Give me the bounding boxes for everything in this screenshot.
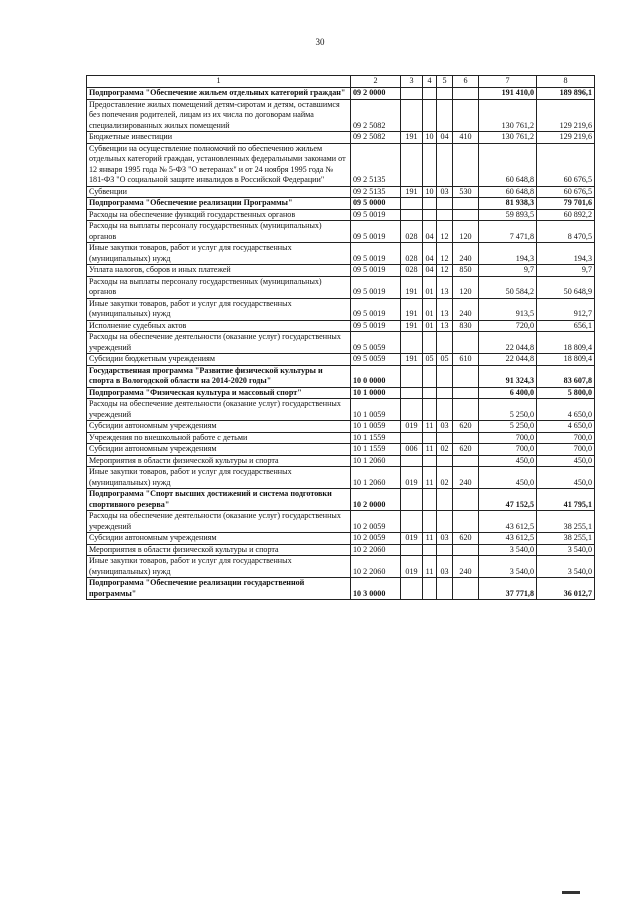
admin-code-cell: 191 [401,320,423,332]
section-cell [423,143,437,186]
subsection-cell [437,399,453,421]
expense-type-cell [453,544,479,556]
amount-2016-cell: 60 676,5 [537,186,595,198]
expense-type-cell [453,332,479,354]
admin-code-cell [401,99,423,132]
expense-type-cell: 620 [453,421,479,433]
subsection-cell [437,209,453,221]
amount-2016-cell: 3 540,0 [537,544,595,556]
code-cell: 09 5 0000 [351,198,401,210]
section-cell [423,399,437,421]
code-cell: 09 2 0000 [351,88,401,100]
code-cell: 09 2 5082 [351,132,401,144]
subsection-cell: 12 [437,243,453,265]
code-cell: 10 2 0059 [351,511,401,533]
amount-2016-cell: 38 255,1 [537,511,595,533]
subsection-cell [437,88,453,100]
amount-2016-cell: 912,7 [537,298,595,320]
amount-2016-cell: 450,0 [537,467,595,489]
subsection-cell [437,432,453,444]
expense-type-cell [453,387,479,399]
admin-code-cell [401,455,423,467]
row-name-cell: Субвенции на осуществление полномочий по обеспечению жильем отдельных категорий граждан, установленных федеральными законами от 12 января 1995 года № 5-ФЗ "О ветеранах" и от 24 ноября 1995 года № 181-ФЗ "О социальной защите инвалидов в Российской Федерации" [87,143,351,186]
amount-2015-cell: 43 612,5 [479,511,537,533]
amount-2016-cell: 60 676,5 [537,143,595,186]
row-name-cell: Мероприятия в области физической культуры и спорта [87,544,351,556]
table-row [87,332,595,354]
code-cell: 10 0 0000 [351,365,401,387]
row-name-cell: Расходы на обеспечение деятельности (оказание услуг) государственных учреждений [87,511,351,533]
admin-code-cell [401,399,423,421]
amount-2015-cell: 59 893,5 [479,209,537,221]
column-header: 8 [537,76,595,88]
expense-type-cell [453,578,479,600]
table-row [87,243,595,265]
code-cell: 09 5 0019 [351,265,401,277]
row-name-cell: Подпрограмма "Физическая культура и массовый спорт" [87,387,351,399]
code-cell: 10 1 0059 [351,421,401,433]
amount-2015-cell: 81 938,3 [479,198,537,210]
row-name-cell: Расходы на обеспечение деятельности (оказание услуг) государственных учреждений [87,332,351,354]
section-cell: 10 [423,132,437,144]
row-name-cell: Расходы на обеспечение функций государственных органов [87,209,351,221]
table-row [87,544,595,556]
code-cell: 10 3 0000 [351,578,401,600]
page-number: 30 [315,37,325,47]
expense-type-cell [453,88,479,100]
section-cell [423,544,437,556]
expense-type-cell: 620 [453,533,479,545]
expense-type-cell: 610 [453,354,479,366]
subsection-cell: 13 [437,276,453,298]
amount-2016-cell: 36 012,7 [537,578,595,600]
section-cell: 04 [423,221,437,243]
amount-2015-cell: 60 648,8 [479,143,537,186]
table-row [87,511,595,533]
subsection-cell: 03 [437,186,453,198]
code-cell: 09 5 0019 [351,320,401,332]
row-name-cell: Расходы на обеспечение деятельности (оказание услуг) государственных учреждений [87,399,351,421]
expense-type-cell [453,489,479,511]
table-row [87,444,595,456]
row-name-cell: Иные закупки товаров, работ и услуг для государственных (муниципальных) нужд [87,556,351,578]
subsection-cell [437,511,453,533]
admin-code-cell: 191 [401,354,423,366]
row-name-cell: Субсидии бюджетным учреждениям [87,354,351,366]
subsection-cell [437,455,453,467]
expense-type-cell: 240 [453,298,479,320]
table-row [87,365,595,387]
admin-code-cell [401,578,423,600]
column-header: 3 [401,76,423,88]
amount-2016-cell: 5 800,0 [537,387,595,399]
expense-type-cell [453,432,479,444]
section-cell: 01 [423,276,437,298]
amount-2016-cell: 129 219,6 [537,132,595,144]
table-row [87,209,595,221]
row-name-cell: Государственная программа "Развитие физической культуры и спорта в Вологодской области на 2014-2020 годы" [87,365,351,387]
code-cell: 09 2 5135 [351,143,401,186]
section-cell [423,455,437,467]
code-cell: 09 5 0059 [351,354,401,366]
table-row [87,88,595,100]
subsection-cell [437,365,453,387]
code-cell: 10 2 0059 [351,533,401,545]
admin-code-cell: 019 [401,533,423,545]
amount-2015-cell: 22 044,8 [479,332,537,354]
admin-code-cell: 028 [401,221,423,243]
expense-type-cell: 120 [453,221,479,243]
admin-code-cell: 191 [401,132,423,144]
amount-2016-cell: 38 255,1 [537,533,595,545]
row-name-cell: Субсидии автономным учреждениям [87,444,351,456]
admin-code-cell [401,88,423,100]
subsection-cell [437,99,453,132]
admin-code-cell [401,198,423,210]
row-name-cell: Иные закупки товаров, работ и услуг для государственных (муниципальных) нужд [87,243,351,265]
subsection-cell: 02 [437,444,453,456]
section-cell: 11 [423,444,437,456]
amount-2015-cell: 3 540,0 [479,556,537,578]
row-name-cell: Иные закупки товаров, работ и услуг для государственных (муниципальных) нужд [87,467,351,489]
column-header: 4 [423,76,437,88]
subsection-cell: 13 [437,298,453,320]
amount-2016-cell: 83 607,8 [537,365,595,387]
amount-2015-cell: 450,0 [479,467,537,489]
table-row [87,99,595,132]
code-cell: 10 1 1559 [351,432,401,444]
amount-2015-cell: 700,0 [479,444,537,456]
section-cell [423,332,437,354]
table-row [87,186,595,198]
section-cell [423,489,437,511]
code-cell: 09 5 0019 [351,276,401,298]
amount-2015-cell: 5 250,0 [479,399,537,421]
amount-2016-cell: 189 896,1 [537,88,595,100]
section-cell [423,578,437,600]
amount-2015-cell: 9,7 [479,265,537,277]
amount-2015-cell: 130 761,2 [479,99,537,132]
code-cell: 09 5 0019 [351,221,401,243]
amount-2015-cell: 3 540,0 [479,544,537,556]
expense-type-cell: 530 [453,186,479,198]
row-name-cell: Иные закупки товаров, работ и услуг для государственных (муниципальных) нужд [87,298,351,320]
row-name-cell: Подпрограмма "Обеспечение реализации Программы" [87,198,351,210]
expense-type-cell: 120 [453,276,479,298]
admin-code-cell: 006 [401,444,423,456]
amount-2016-cell: 18 809,4 [537,354,595,366]
expense-type-cell [453,365,479,387]
amount-2015-cell: 43 612,5 [479,533,537,545]
amount-2015-cell: 720,0 [479,320,537,332]
expense-type-cell: 240 [453,556,479,578]
expense-type-cell [453,143,479,186]
admin-code-cell: 191 [401,186,423,198]
code-cell: 10 1 0059 [351,399,401,421]
table-row [87,265,595,277]
subsection-cell: 05 [437,354,453,366]
amount-2015-cell: 50 584,2 [479,276,537,298]
column-header: 2 [351,76,401,88]
code-cell: 09 5 0019 [351,243,401,265]
amount-2015-cell: 450,0 [479,455,537,467]
section-cell: 01 [423,298,437,320]
amount-2016-cell: 700,0 [537,432,595,444]
amount-2016-cell: 3 540,0 [537,556,595,578]
amount-2015-cell: 7 471,8 [479,221,537,243]
amount-2016-cell: 8 470,5 [537,221,595,243]
amount-2016-cell: 194,3 [537,243,595,265]
table-row [87,556,595,578]
amount-2016-cell: 18 809,4 [537,332,595,354]
amount-2016-cell: 450,0 [537,455,595,467]
subsection-cell [437,578,453,600]
subsection-cell [437,332,453,354]
admin-code-cell [401,143,423,186]
amount-2016-cell: 700,0 [537,444,595,456]
section-cell [423,365,437,387]
table-row [87,455,595,467]
subsection-cell [437,489,453,511]
section-cell [423,209,437,221]
section-cell: 04 [423,265,437,277]
admin-code-cell [401,332,423,354]
amount-2015-cell: 22 044,8 [479,354,537,366]
expense-type-cell: 830 [453,320,479,332]
table-row [87,467,595,489]
expense-type-cell: 240 [453,467,479,489]
code-cell: 09 5 0019 [351,298,401,320]
admin-code-cell: 191 [401,276,423,298]
row-name-cell: Уплата налогов, сборов и иных платежей [87,265,351,277]
section-cell [423,88,437,100]
amount-2015-cell: 60 648,8 [479,186,537,198]
row-name-cell: Предоставление жилых помещений детям-сиротам и детям, оставшимся без попечения родителей, лицам из их числа по договорам найма специализированных жилых помещений [87,99,351,132]
row-name-cell: Подпрограмма "Спорт высших достижений и система подготовки спортивного резерва" [87,489,351,511]
table-row [87,421,595,433]
section-cell [423,387,437,399]
amount-2015-cell: 5 250,0 [479,421,537,433]
section-cell [423,198,437,210]
expense-type-cell: 410 [453,132,479,144]
table-row [87,387,595,399]
table-row [87,221,595,243]
section-cell [423,99,437,132]
column-header: 7 [479,76,537,88]
budget-table [86,75,595,600]
admin-code-cell: 019 [401,556,423,578]
code-cell: 10 1 2060 [351,467,401,489]
table-row [87,432,595,444]
code-cell: 09 2 5082 [351,99,401,132]
expense-type-cell [453,198,479,210]
expense-type-cell [453,511,479,533]
row-name-cell: Субсидии автономным учреждениям [87,421,351,433]
code-cell: 09 5 0059 [351,332,401,354]
expense-type-cell [453,99,479,132]
admin-code-cell: 019 [401,421,423,433]
amount-2015-cell: 91 324,3 [479,365,537,387]
row-name-cell: Подпрограмма "Обеспечение реализации государственной программы" [87,578,351,600]
column-header: 6 [453,76,479,88]
subsection-cell: 12 [437,221,453,243]
amount-2015-cell: 913,5 [479,298,537,320]
admin-code-cell [401,432,423,444]
table-row [87,399,595,421]
admin-code-cell: 191 [401,298,423,320]
column-header: 5 [437,76,453,88]
code-cell: 09 2 5135 [351,186,401,198]
row-name-cell: Субсидии автономным учреждениям [87,533,351,545]
table-row [87,198,595,210]
row-name-cell: Учреждения по внешкольной работе с детьми [87,432,351,444]
row-name-cell: Исполнение судебных актов [87,320,351,332]
table-row [87,143,595,186]
admin-code-cell [401,387,423,399]
table-row [87,132,595,144]
amount-2016-cell: 4 650,0 [537,421,595,433]
subsection-cell: 02 [437,467,453,489]
amount-2016-cell: 50 648,9 [537,276,595,298]
amount-2016-cell: 9,7 [537,265,595,277]
code-cell: 10 1 2060 [351,455,401,467]
admin-code-cell [401,489,423,511]
admin-code-cell [401,511,423,533]
code-cell: 10 2 0000 [351,489,401,511]
expense-type-cell: 620 [453,444,479,456]
admin-code-cell [401,209,423,221]
section-cell: 01 [423,320,437,332]
section-cell: 11 [423,533,437,545]
amount-2016-cell: 41 795,1 [537,489,595,511]
amount-2015-cell: 191 410,0 [479,88,537,100]
table-row [87,533,595,545]
subsection-cell [437,198,453,210]
expense-type-cell [453,209,479,221]
amount-2015-cell: 47 152,5 [479,489,537,511]
admin-code-cell: 019 [401,467,423,489]
amount-2016-cell: 4 650,0 [537,399,595,421]
table-row [87,578,595,600]
section-cell: 10 [423,186,437,198]
amount-2015-cell: 700,0 [479,432,537,444]
expense-type-cell [453,455,479,467]
expense-type-cell [453,399,479,421]
section-cell: 05 [423,354,437,366]
section-cell: 11 [423,421,437,433]
section-cell [423,432,437,444]
section-cell: 11 [423,556,437,578]
table-row [87,320,595,332]
admin-code-cell [401,544,423,556]
admin-code-cell: 028 [401,265,423,277]
scan-mark [562,891,580,894]
row-name-cell: Расходы на выплаты персоналу государственных (муниципальных) органов [87,276,351,298]
code-cell: 10 2 2060 [351,544,401,556]
amount-2015-cell: 37 771,8 [479,578,537,600]
code-cell: 10 1 0000 [351,387,401,399]
table-row [87,276,595,298]
amount-2015-cell: 130 761,2 [479,132,537,144]
amount-2016-cell: 60 892,2 [537,209,595,221]
row-name-cell: Бюджетные инвестиции [87,132,351,144]
section-cell [423,511,437,533]
section-cell: 04 [423,243,437,265]
code-cell: 10 1 1559 [351,444,401,456]
subsection-cell [437,544,453,556]
table-row [87,298,595,320]
subsection-cell: 03 [437,421,453,433]
row-name-cell: Мероприятия в области физической культуры и спорта [87,455,351,467]
row-name-cell: Субвенции [87,186,351,198]
admin-code-cell [401,365,423,387]
subsection-cell: 03 [437,556,453,578]
column-header: 1 [87,76,351,88]
amount-2016-cell: 656,1 [537,320,595,332]
expense-type-cell: 850 [453,265,479,277]
table-row [87,354,595,366]
admin-code-cell: 028 [401,243,423,265]
row-name-cell: Подпрограмма "Обеспечение жильем отдельных категорий граждан" [87,88,351,100]
amount-2016-cell: 129 219,6 [537,99,595,132]
table-row [87,489,595,511]
code-cell: 10 2 2060 [351,556,401,578]
subsection-cell [437,387,453,399]
code-cell: 09 5 0019 [351,209,401,221]
expense-type-cell: 240 [453,243,479,265]
table-header-row [87,76,595,88]
subsection-cell: 04 [437,132,453,144]
subsection-cell [437,143,453,186]
subsection-cell: 13 [437,320,453,332]
amount-2015-cell: 6 400,0 [479,387,537,399]
subsection-cell: 12 [437,265,453,277]
amount-2015-cell: 194,3 [479,243,537,265]
section-cell: 11 [423,467,437,489]
row-name-cell: Расходы на выплаты персоналу государственных (муниципальных) органов [87,221,351,243]
amount-2016-cell: 79 701,6 [537,198,595,210]
subsection-cell: 03 [437,533,453,545]
